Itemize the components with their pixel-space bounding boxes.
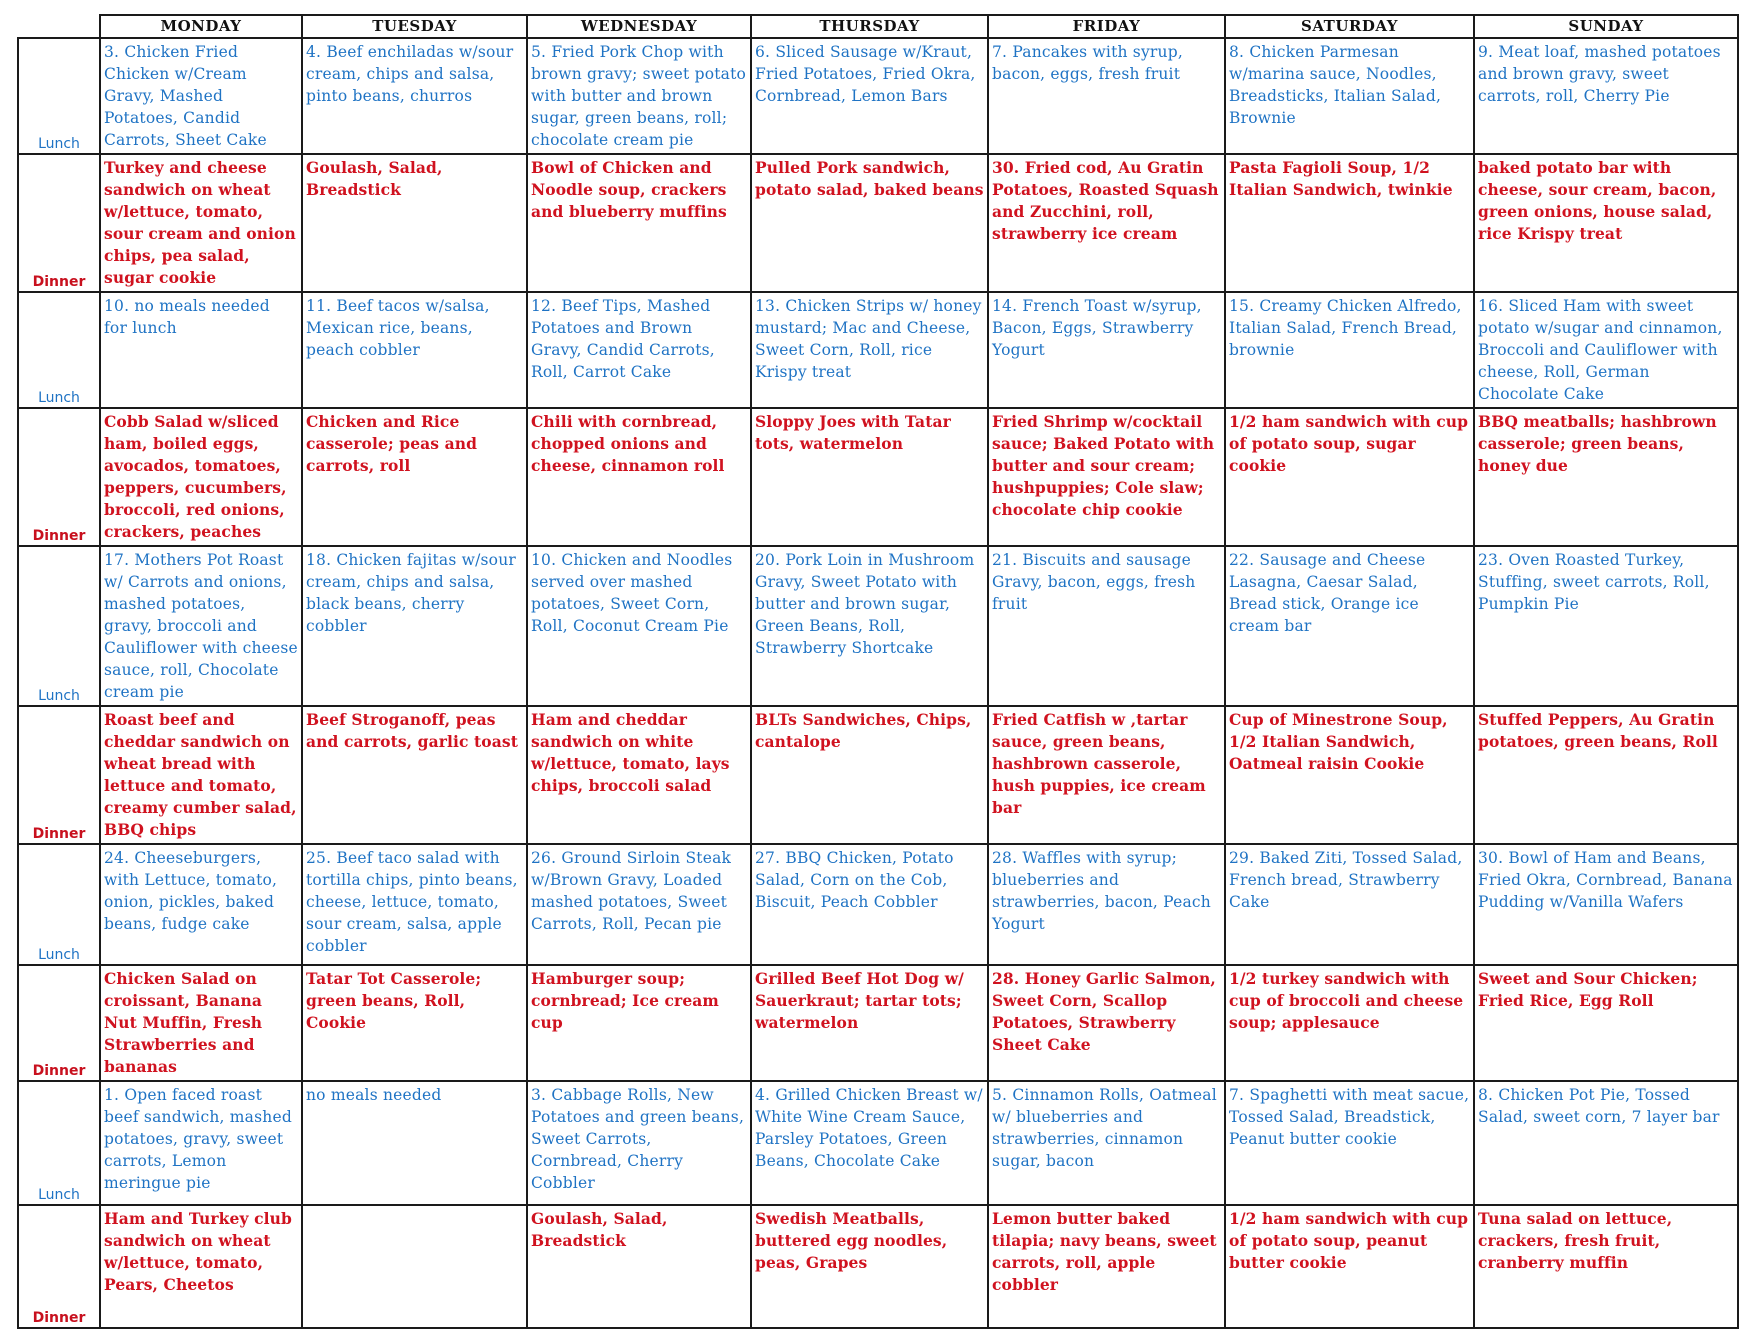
- lunch-menu-cell-monday: 1. Open faced roast beef sandwich, mashed potatoes, gravy, sweet carrots, Lemon meringue pie: [100, 1081, 302, 1205]
- dinner-menu-cell-monday: Turkey and cheese sandwich on wheat w/lettuce, tomato, sour cream and onion chips, pea salad, sugar cookie: [100, 154, 302, 292]
- dinner-menu-cell-sunday: Sweet and Sour Chicken; Fried Rice, Egg Roll: [1474, 965, 1738, 1081]
- lunch-label: Lunch: [18, 546, 100, 706]
- lunch-label: Lunch: [18, 844, 100, 965]
- week-4-dinner-row: [18, 965, 1738, 1081]
- lunch-menu-cell-sunday: 23. Oven Roasted Turkey, Stuffing, sweet carrots, Roll, Pumpkin Pie: [1474, 546, 1738, 706]
- lunch-menu-cell-saturday: 22. Sausage and Cheese Lasagna, Caesar Salad, Bread stick, Orange ice cream bar: [1225, 546, 1474, 706]
- dinner-menu-cell-sunday: Stuffed Peppers, Au Gratin potatoes, green beans, Roll: [1474, 706, 1738, 844]
- dinner-menu-cell-thursday: Swedish Meatballs, buttered egg noodles, peas, Grapes: [751, 1205, 988, 1328]
- week-5-lunch-row: [18, 1081, 1738, 1205]
- day-header-sunday: SUNDAY: [1474, 15, 1738, 38]
- lunch-menu-cell-sunday: 9. Meat loaf, mashed potatoes and brown gravy, sweet carrots, roll, Cherry Pie: [1474, 38, 1738, 154]
- dinner-menu-cell-friday: Fried Catfish w ,tartar sauce, green beans, hashbrown casserole, hush puppies, ice cream bar: [988, 706, 1225, 844]
- dinner-menu-cell-tuesday: [302, 1205, 527, 1328]
- dinner-label: Dinner: [18, 965, 100, 1081]
- lunch-menu-cell-wednesday: 3. Cabbage Rolls, New Potatoes and green beans, Sweet Carrots, Cornbread, Cherry Cobbler: [527, 1081, 751, 1205]
- dinner-menu-cell-wednesday: Hamburger soup; cornbread; Ice cream cup: [527, 965, 751, 1081]
- menu-body: [18, 38, 1738, 1328]
- lunch-menu-cell-thursday: 6. Sliced Sausage w/Kraut, Fried Potatoes, Fried Okra, Cornbread, Lemon Bars: [751, 38, 988, 154]
- dinner-menu-cell-friday: 30. Fried cod, Au Gratin Potatoes, Roasted Squash and Zucchini, roll, strawberry ice cream: [988, 154, 1225, 292]
- lunch-menu-cell-friday: 5. Cinnamon Rolls, Oatmeal w/ blueberries and strawberries, cinnamon sugar, bacon: [988, 1081, 1225, 1205]
- day-header-saturday: SATURDAY: [1225, 15, 1474, 38]
- week-2-dinner-row: [18, 408, 1738, 546]
- dinner-menu-cell-monday: Cobb Salad w/sliced ham, boiled eggs, avocados, tomatoes, peppers, cucumbers, broccoli, red onions, crackers, peaches: [100, 408, 302, 546]
- dinner-menu-cell-tuesday: Chicken and Rice casserole; peas and carrots, roll: [302, 408, 527, 546]
- dinner-menu-cell-thursday: BLTs Sandwiches, Chips, cantalope: [751, 706, 988, 844]
- lunch-menu-cell-friday: 7. Pancakes with syrup, bacon, eggs, fresh fruit: [988, 38, 1225, 154]
- dinner-menu-cell-saturday: 1/2 turkey sandwich with cup of broccoli and cheese soup; applesauce: [1225, 965, 1474, 1081]
- dinner-menu-cell-thursday: Grilled Beef Hot Dog w/ Sauerkraut; tartar tots; watermelon: [751, 965, 988, 1081]
- dinner-menu-cell-saturday: Pasta Fagioli Soup, 1/2 Italian Sandwich, twinkie: [1225, 154, 1474, 292]
- lunch-label: Lunch: [18, 38, 100, 154]
- week-4-lunch-row: [18, 844, 1738, 965]
- lunch-menu-cell-tuesday: no meals needed: [302, 1081, 527, 1205]
- lunch-menu-cell-thursday: 27. BBQ Chicken, Potato Salad, Corn on the Cob, Biscuit, Peach Cobbler: [751, 844, 988, 965]
- corner-blank: [18, 15, 100, 38]
- day-header-tuesday: TUESDAY: [302, 15, 527, 38]
- lunch-menu-cell-tuesday: 4. Beef enchiladas w/sour cream, chips and salsa, pinto beans, churros: [302, 38, 527, 154]
- dinner-menu-cell-friday: Lemon butter baked tilapia; navy beans, sweet carrots, roll, apple cobbler: [988, 1205, 1225, 1328]
- lunch-menu-cell-monday: 10. no meals needed for lunch: [100, 292, 302, 408]
- lunch-menu-cell-friday: 21. Biscuits and sausage Gravy, bacon, eggs, fresh fruit: [988, 546, 1225, 706]
- dinner-menu-cell-sunday: Tuna salad on lettuce, crackers, fresh fruit, cranberry muffin: [1474, 1205, 1738, 1328]
- lunch-menu-cell-thursday: 4. Grilled Chicken Breast w/ White Wine Cream Sauce, Parsley Potatoes, Green Beans, Chocolate Cake: [751, 1081, 988, 1205]
- lunch-menu-cell-monday: 24. Cheeseburgers, with Lettuce, tomato, onion, pickles, baked beans, fudge cake: [100, 844, 302, 965]
- dinner-menu-cell-thursday: Sloppy Joes with Tatar tots, watermelon: [751, 408, 988, 546]
- day-header-row: [18, 15, 1738, 38]
- week-3-lunch-row: [18, 546, 1738, 706]
- lunch-label: Lunch: [18, 1081, 100, 1205]
- dinner-menu-cell-wednesday: Ham and cheddar sandwich on white w/lettuce, tomato, lays chips, broccoli salad: [527, 706, 751, 844]
- week-1-dinner-row: [18, 154, 1738, 292]
- meal-calendar-table: [17, 14, 1739, 1329]
- dinner-menu-cell-thursday: Pulled Pork sandwich, potato salad, baked beans: [751, 154, 988, 292]
- lunch-menu-cell-saturday: 7. Spaghetti with meat sacue, Tossed Salad, Breadstick, Peanut butter cookie: [1225, 1081, 1474, 1205]
- dinner-menu-cell-friday: Fried Shrimp w/cocktail sauce; Baked Potato with butter and sour cream; hushpuppies; Cole slaw; chocolate chip cookie: [988, 408, 1225, 546]
- dinner-menu-cell-tuesday: Beef Stroganoff, peas and carrots, garlic toast: [302, 706, 527, 844]
- dinner-label: Dinner: [18, 408, 100, 546]
- day-header-thursday: THURSDAY: [751, 15, 988, 38]
- dinner-label: Dinner: [18, 1205, 100, 1328]
- lunch-menu-cell-monday: 17. Mothers Pot Roast w/ Carrots and onions, mashed potatoes, gravy, broccoli and Cauliflower with cheese sauce, roll, Chocolate cream pie: [100, 546, 302, 706]
- lunch-menu-cell-friday: 14. French Toast w/syrup, Bacon, Eggs, Strawberry Yogurt: [988, 292, 1225, 408]
- dinner-menu-cell-monday: Ham and Turkey club sandwich on wheat w/lettuce, tomato, Pears, Cheetos: [100, 1205, 302, 1328]
- dinner-menu-cell-wednesday: Goulash, Salad, Breadstick: [527, 1205, 751, 1328]
- dinner-menu-cell-monday: Roast beef and cheddar sandwich on wheat bread with lettuce and tomato, creamy cumber salad, BBQ chips: [100, 706, 302, 844]
- lunch-menu-cell-monday: 3. Chicken Fried Chicken w/Cream Gravy, Mashed Potatoes, Candid Carrots, Sheet Cake: [100, 38, 302, 154]
- day-header-friday: FRIDAY: [988, 15, 1225, 38]
- lunch-menu-cell-wednesday: 26. Ground Sirloin Steak w/Brown Gravy, Loaded mashed potatoes, Sweet Carrots, Roll, Pecan pie: [527, 844, 751, 965]
- dinner-menu-cell-wednesday: Bowl of Chicken and Noodle soup, crackers and blueberry muffins: [527, 154, 751, 292]
- week-1-lunch-row: [18, 38, 1738, 154]
- week-5-dinner-row: [18, 1205, 1738, 1328]
- week-2-lunch-row: [18, 292, 1738, 408]
- day-header-monday: MONDAY: [100, 15, 302, 38]
- lunch-menu-cell-sunday: 30. Bowl of Ham and Beans, Fried Okra, Cornbread, Banana Pudding w/Vanilla Wafers: [1474, 844, 1738, 965]
- week-3-dinner-row: [18, 706, 1738, 844]
- dinner-label: Dinner: [18, 154, 100, 292]
- lunch-menu-cell-wednesday: 12. Beef Tips, Mashed Potatoes and Brown Gravy, Candid Carrots, Roll, Carrot Cake: [527, 292, 751, 408]
- lunch-menu-cell-wednesday: 5. Fried Pork Chop with brown gravy; sweet potato with butter and brown sugar, green beans, roll; chocolate cream pie: [527, 38, 751, 154]
- lunch-menu-cell-tuesday: 11. Beef tacos w/salsa, Mexican rice, beans, peach cobbler: [302, 292, 527, 408]
- dinner-menu-cell-saturday: Cup of Minestrone Soup, 1/2 Italian Sandwich, Oatmeal raisin Cookie: [1225, 706, 1474, 844]
- dinner-menu-cell-saturday: 1/2 ham sandwich with cup of potato soup, sugar cookie: [1225, 408, 1474, 546]
- day-header-wednesday: WEDNESDAY: [527, 15, 751, 38]
- lunch-menu-cell-thursday: 20. Pork Loin in Mushroom Gravy, Sweet Potato with butter and brown sugar, Green Beans, Roll, Strawberry Shortcake: [751, 546, 988, 706]
- lunch-menu-cell-sunday: 16. Sliced Ham with sweet potato w/sugar and cinnamon, Broccoli and Cauliflower with cheese, Roll, German Chocolate Cake: [1474, 292, 1738, 408]
- dinner-menu-cell-wednesday: Chili with cornbread, chopped onions and cheese, cinnamon roll: [527, 408, 751, 546]
- dinner-menu-cell-saturday: 1/2 ham sandwich with cup of potato soup, peanut butter cookie: [1225, 1205, 1474, 1328]
- dinner-menu-cell-sunday: BBQ meatballs; hashbrown casserole; green beans, honey due: [1474, 408, 1738, 546]
- lunch-menu-cell-saturday: 15. Creamy Chicken Alfredo, Italian Salad, French Bread, brownie: [1225, 292, 1474, 408]
- lunch-label: Lunch: [18, 292, 100, 408]
- dinner-menu-cell-sunday: baked potato bar with cheese, sour cream, bacon, green onions, house salad, rice Krispy treat: [1474, 154, 1738, 292]
- lunch-menu-cell-saturday: 8. Chicken Parmesan w/marina sauce, Noodles, Breadsticks, Italian Salad, Brownie: [1225, 38, 1474, 154]
- lunch-menu-cell-tuesday: 25. Beef taco salad with tortilla chips, pinto beans, cheese, lettuce, tomato, sour cream, salsa, apple cobbler: [302, 844, 527, 965]
- dinner-menu-cell-tuesday: Tatar Tot Casserole; green beans, Roll, Cookie: [302, 965, 527, 1081]
- dinner-menu-cell-tuesday: Goulash, Salad, Breadstick: [302, 154, 527, 292]
- dinner-menu-cell-monday: Chicken Salad on croissant, Banana Nut Muffin, Fresh Strawberries and bananas: [100, 965, 302, 1081]
- lunch-menu-cell-tuesday: 18. Chicken fajitas w/sour cream, chips and salsa, black beans, cherry cobbler: [302, 546, 527, 706]
- lunch-menu-cell-wednesday: 10. Chicken and Noodles served over mashed potatoes, Sweet Corn, Roll, Coconut Cream Pie: [527, 546, 751, 706]
- dinner-label: Dinner: [18, 706, 100, 844]
- lunch-menu-cell-thursday: 13. Chicken Strips w/ honey mustard; Mac and Cheese, Sweet Corn, Roll, rice Krispy treat: [751, 292, 988, 408]
- lunch-menu-cell-friday: 28. Waffles with syrup; blueberries and strawberries, bacon, Peach Yogurt: [988, 844, 1225, 965]
- dinner-menu-cell-friday: 28. Honey Garlic Salmon, Sweet Corn, Scallop Potatoes, Strawberry Sheet Cake: [988, 965, 1225, 1081]
- lunch-menu-cell-saturday: 29. Baked Ziti, Tossed Salad, French bread, Strawberry Cake: [1225, 844, 1474, 965]
- lunch-menu-cell-sunday: 8. Chicken Pot Pie, Tossed Salad, sweet corn, 7 layer bar: [1474, 1081, 1738, 1205]
